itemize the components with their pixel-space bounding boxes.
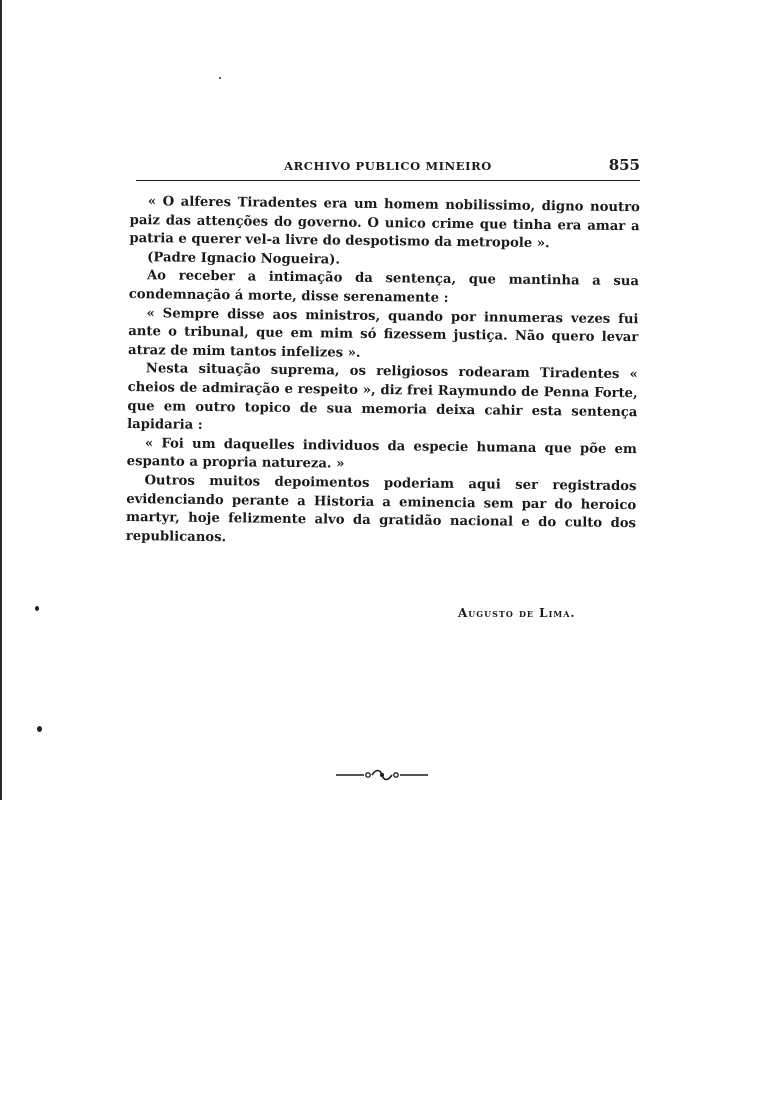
paragraph: Outros muitos depoimentos poderiam aqui ser registrados evidenciando perante a Historia a eminencia sem par do heroico martyr, hoje felizmente alvo da gratidão nacional e do culto dos republicanos.	[125, 473, 637, 545]
running-title: ARCHIVO PUBLICO MINEIRO	[284, 159, 492, 173]
dust-speck	[35, 606, 39, 611]
header-rule	[136, 180, 640, 181]
paragraph: Ao receber a intimação da sentença, que mantinha a sua condemnação á morte, disse serenamente :	[128, 268, 640, 306]
printer-ornament-icon	[336, 766, 428, 784]
paragraph: Nesta situação suprema, os religiosos rodearam Tiradentes « cheios de admiração e respeito », diz frei Raymundo de Penna Forte, que em outro topico de sua memoria deixa cahir esta sentença lapidaria :	[127, 361, 638, 434]
paragraph: « O alferes Tiradentes era um homem nobilissimo, digno noutro paiz das attenções do governo. O unico crime que tinha era amar a patria e querer vel-a livre do despotismo da metropole ».	[129, 194, 640, 252]
dust-speck	[37, 726, 42, 732]
page-header	[132, 156, 644, 184]
paragraph: « Sempre disse aos ministros, quando por innumeras vezes fui ante o tribunal, que em mim só fizessem justiça. Não quero levar atraz de mim tantos infelizes ».	[127, 305, 639, 361]
paragraph: (Padre Ignacio Nogueira).	[147, 249, 341, 268]
dust-speck	[219, 77, 221, 79]
author-signature: Augusto de Lima.	[458, 606, 576, 620]
body-text	[126, 193, 640, 552]
page-left-edge	[0, 0, 2, 800]
page-number: 855	[608, 156, 640, 174]
paragraph: « Foi um daquelles individuos da especie humana que põe em espanto a propria natureza. »	[126, 435, 637, 472]
